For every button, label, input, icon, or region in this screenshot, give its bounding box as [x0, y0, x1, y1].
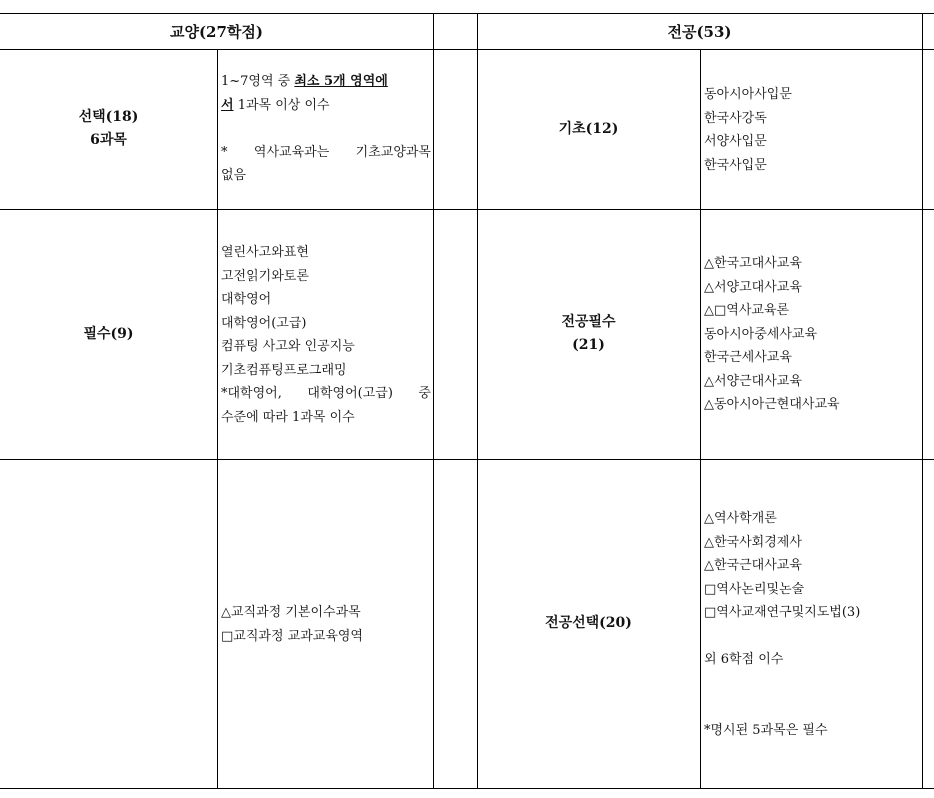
general-elective-note: * 역사교육과는 기초교양과목: [221, 144, 431, 160]
major-elective-course: □역사교재연구및지도법(3): [704, 605, 861, 620]
general-elective-rule-line2: 서 1과목 이상 이수: [221, 97, 330, 113]
col-divider-right: [922, 13, 923, 788]
general-required-title: 필수(9): [83, 325, 134, 342]
table-border-bottom: [0, 788, 934, 789]
major-elective-note: *명시된 5과목은 필수: [704, 722, 828, 738]
major-elective-course: □역사논리및논술: [704, 581, 805, 597]
general-required-label: [0, 209, 217, 459]
legend-teaching-area: □교직과정 교과교육영역: [221, 628, 363, 644]
general-required-course: 고전읽기와토론: [221, 268, 309, 284]
general-elective-rule-emphasis: 최소 5개 영역에: [294, 74, 388, 89]
general-required-content: [217, 241, 433, 429]
major-basic-course: 서양사입문: [704, 134, 767, 149]
major-required-course: △동아시아근현대사교육: [704, 397, 840, 412]
header-general: [0, 13, 433, 49]
major-elective-course: △한국근대사교육: [704, 558, 802, 573]
general-required-course: 열린사고와표현: [221, 245, 309, 260]
major-basic-course: 한국사입문: [704, 157, 767, 173]
header-general-text: 교양(27학점): [169, 22, 264, 41]
general-elective-label: [0, 49, 217, 209]
major-required-course: 동아시아중세사교육: [704, 326, 818, 342]
major-required-course: 한국근세사교육: [704, 350, 792, 365]
major-elective-title: 전공선택(20): [545, 615, 632, 631]
general-elective-count: 6과목: [90, 132, 127, 148]
major-basic-title: 기초(12): [558, 120, 619, 137]
col-divider-general-spacer: [433, 13, 434, 788]
legend-basic-course: △교직과정 기본이수과목: [221, 605, 361, 620]
general-legend: [217, 601, 433, 648]
general-required-course: 대학영어: [221, 292, 272, 307]
major-required-title: 전공필수: [561, 314, 616, 330]
header-major-text: 전공(53): [667, 22, 732, 41]
general-required-note: *대학영어, 대학영어(고급) 중: [221, 386, 431, 401]
major-basic-course: 한국사강독: [704, 110, 767, 126]
general-required-note-2: 수준에 따라 1과목 이수: [221, 409, 355, 425]
major-required-course: △한국고대사교육: [704, 256, 802, 271]
row-divider-2: [0, 459, 934, 460]
major-basic-label: [477, 49, 700, 209]
general-elective-note-2: 없음: [221, 168, 247, 183]
general-elective-title: 선택(18): [78, 109, 139, 125]
major-required-course: △서양근대사교육: [704, 373, 802, 389]
blank-line: [704, 625, 922, 649]
general-elective-content: [217, 70, 433, 188]
general-required-course: 기초컴퓨팅프로그래밍: [221, 362, 347, 378]
major-required-content: [700, 252, 922, 417]
major-required-label: [477, 209, 700, 459]
major-required-course: △□역사교육론: [704, 303, 790, 318]
major-elective-label: [477, 459, 700, 788]
blank-line: [221, 117, 433, 141]
major-basic-content: [700, 83, 922, 177]
major-elective-course: △한국사회경제사: [704, 534, 802, 550]
major-basic-course: 동아시아사입문: [704, 87, 792, 102]
general-elective-rule-line1: 1~7영역 중 최소 5개 영역에: [221, 74, 388, 89]
header-major: [477, 13, 922, 49]
general-elective-rule-emphasis-2: 서: [221, 97, 234, 113]
general-required-course: 컴퓨팅 사고와 인공지능: [221, 339, 355, 354]
major-required-course: △서양고대사교육: [704, 279, 802, 295]
general-required-course: 대학영어(고급): [221, 315, 307, 331]
blank-line: [704, 672, 922, 696]
major-elective-extra: 외 6학점 이수: [704, 652, 784, 667]
major-elective-course: △역사학개론: [704, 511, 777, 526]
major-elective-content: [700, 507, 922, 742]
blank-line: [704, 695, 922, 719]
major-required-credits: (21): [572, 337, 605, 353]
